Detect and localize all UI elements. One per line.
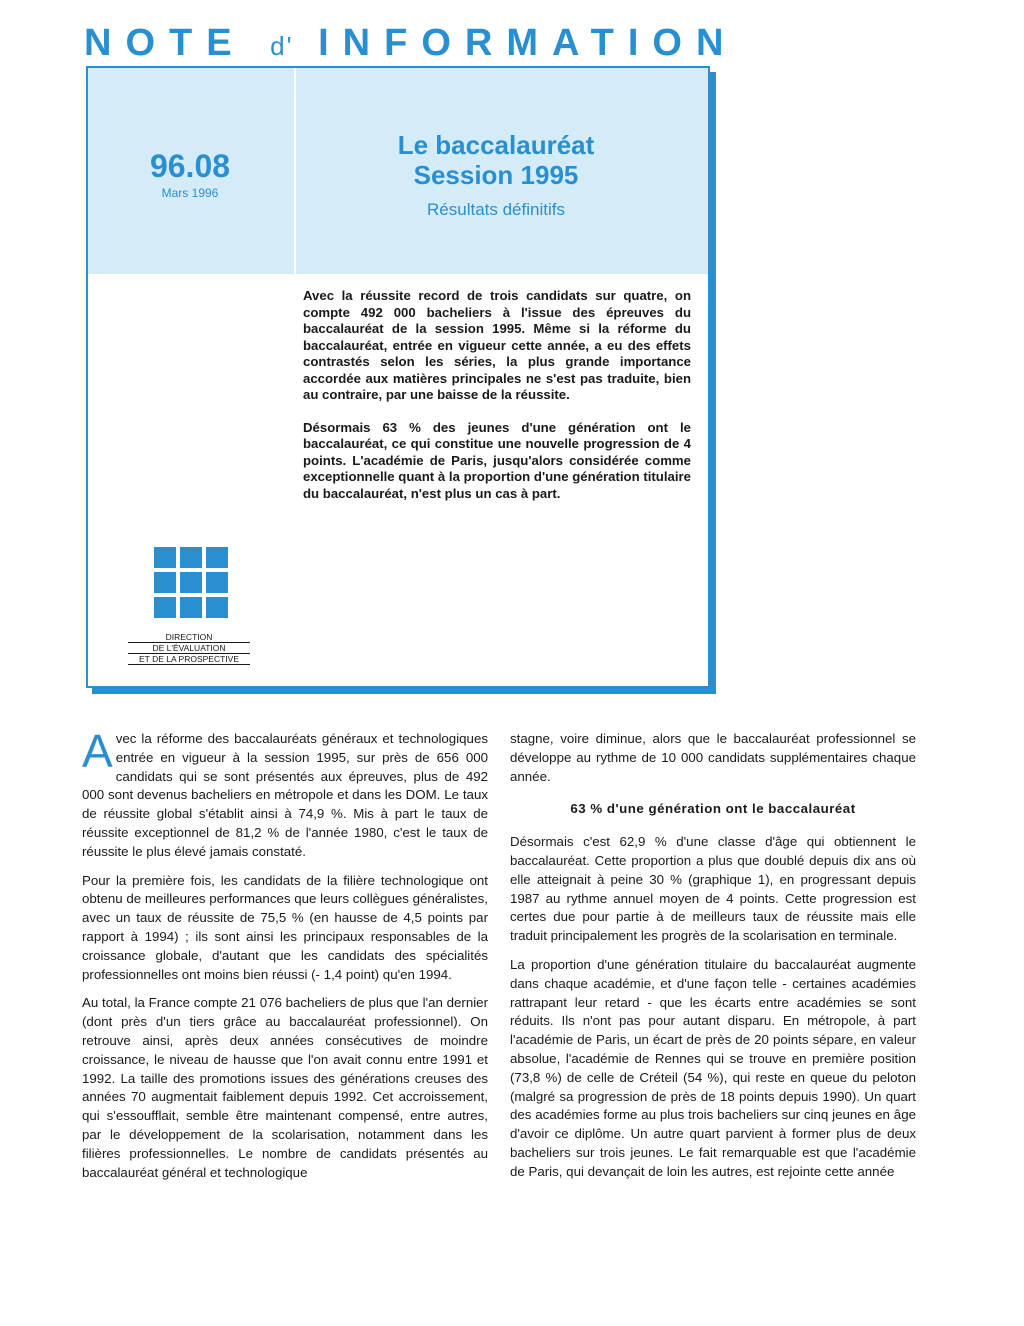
body-column-left	[82, 725, 488, 1192]
body-paragraph: Pour la première fois, les candidats de la filière technologique ont obtenu de meilleures performances que leurs collègues généralistes, avec un taux de réussite de 75,5 % (en hausse de 4,5 points par rapport à 1994) ; ils sont ainsi les principaux responsables de la croissance globale, d'autant que les candidats des spécialités professionnelles ont moins bien réussi (- 1,4 point) qu'en 1994.	[82, 872, 488, 982]
summary-paragraph: Avec la réussite record de trois candidats sur quatre, on compte 492 000 bacheliers à l'issue des épreuves du baccalauréat de la session 1995. Même si la réforme du baccalauréat, entrée en vigueur cette année, a eu des effets contrastés selon les séries, la plus grande importance accordée aux matières principales ne s'est pas traduite, bien au contraire, par une baisse de la réussite.	[303, 288, 691, 402]
title-line-1: Le baccalauréat	[397, 130, 595, 160]
body-paragraph	[82, 725, 488, 862]
masthead	[84, 22, 737, 65]
title-subtitle: Résultats définitifs	[427, 200, 565, 219]
logo-caption	[128, 632, 250, 665]
body-paragraph: La proportion d'une génération titulaire du baccalauréat augmente dans chaque académie, et d'une façon telle - certaines académies rattrapant leur retard - que les écarts entre académies se sont réduits. Ils n'ont pas pour autant disparu. En métropole, à part l'académie de Paris, un écart de près de 20 points sépare, en valeur absolue, l'académie de Rennes qui se trouve en première position (73,8 %) de celle de Créteil (54 %), qui reste en queue du peloton (malgré sa progression de près de 18 points depuis 1990). Un quart des académies forme au plus trois bacheliers sur cinq jeunes en âge d'avoir ce diplôme. Un autre quart parvient à former plus de deux bacheliers sur trois jeunes. Le fait remarquable est que l'académie de Paris, qui devançait de loin les autres, est rejointe cette année	[510, 956, 916, 1179]
issue-date: Mars 1996	[161, 186, 219, 200]
summary-paragraph: Désormais 63 % des jeunes d'une génération ont le baccalauréat, ce qui constitue une nouvelle progression de 4 points. L'académie de Paris, jusqu'alors considérée comme exceptionnelle quant à la proportion d'une génération titulaire du baccalauréat, n'est plus un cas à part.	[303, 419, 691, 501]
issue-number: 96.08	[149, 148, 231, 184]
body-column-right	[510, 730, 916, 1192]
panel-logo-cell	[88, 274, 294, 686]
masthead-d: d'	[270, 31, 294, 61]
section-heading: 63 % d'une génération ont le baccalauréat	[570, 801, 856, 817]
logo-line-1: DIRECTION	[128, 632, 250, 643]
body-paragraph: Désormais c'est 62,9 % d'une classe d'âge qui obtiennent le baccalauréat. Cette proportion a plus que doublé depuis dix ans où elle atteignait à peine 30 % (graphique 1), en progressant depuis 1987 au rythme annuel moyen de 4 points. Cette progression est certes due pour partie à de meilleurs taux de réussite mais elle traduit principalement les progrès de la scolarisation en terminale.	[510, 834, 916, 944]
dropcap: A	[82, 725, 113, 777]
dep-logo-icon	[154, 547, 228, 617]
body-paragraph: Au total, la France compte 21 076 bacheliers de plus que l'an dernier (dont près d'un tiers grâce au baccalauréat professionnel). On retrouve ainsi, après deux années consécutives de moindre croissance, le niveau de hausse que l'on avait connu entre 1991 et 1992. La taille des promotions issues des générations creuses des années 70 augmentait faiblement depuis 1992. Cet accroissement, qui s'essoufflait, semble être maintenant compensé, entre autres, par le développement de la scolarisation, notamment dans les filières professionnelles. Le nombre de candidats présentés au baccalauréat général et technologique	[82, 995, 488, 1180]
masthead-note: NOTE	[84, 22, 246, 64]
logo-line-3: ET DE LA PROSPECTIVE	[128, 654, 250, 665]
body-text: vec la réforme des baccalauréats généraux et technologiques entrée en vigueur à la session 1995, sur près de 656 000 candidats qui se sont présentés aux épreuves, plus de 492 000 sont devenus bacheliers en métropole et dans les DOM. Le taux de réussite global s'établit ainsi à 74,9 %. Mis à part le taux de réussite exceptionnel de 81,2 % de l'année 1980, c'est le taux de réussite le plus élevé jamais constaté.	[82, 731, 488, 859]
logo-line-2: DE L'ÉVALUATION	[128, 643, 250, 654]
masthead-information: INFORMATION	[318, 22, 738, 64]
summary	[303, 288, 691, 518]
title-line-2: Session 1995	[413, 160, 579, 190]
body-paragraph: stagne, voire diminue, alors que le baccalauréat professionnel se développe au rythme de 10 000 candidats supplémentaires chaque année.	[510, 731, 916, 784]
title-block	[300, 130, 692, 220]
